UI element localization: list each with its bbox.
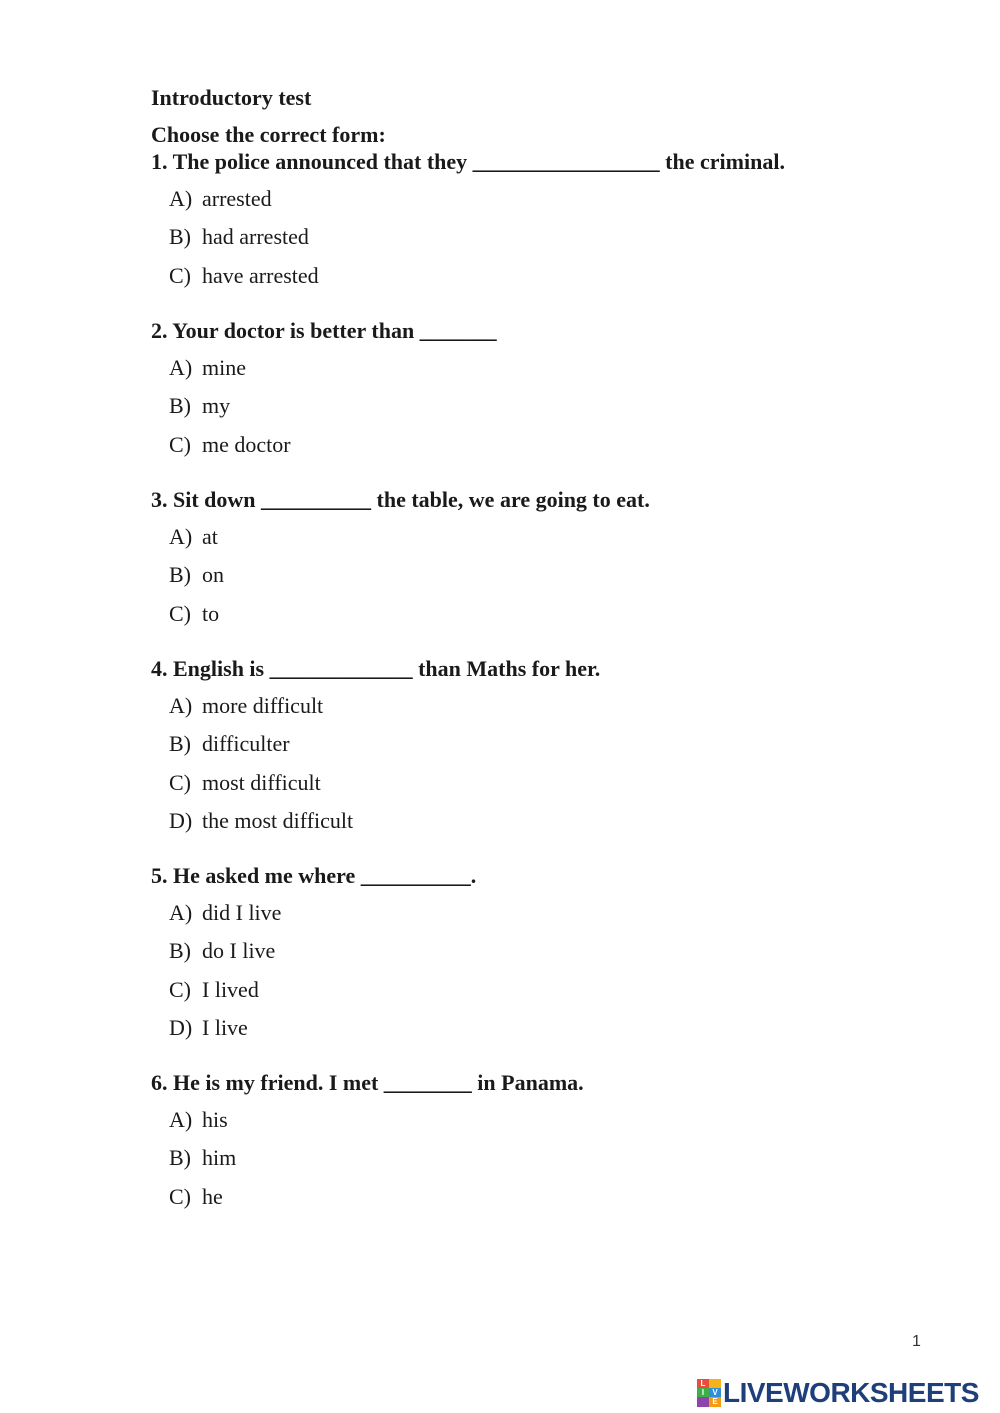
option-text: difficulter bbox=[202, 731, 290, 757]
question-text: 3. Sit down __________ the table, we are going to eat. bbox=[151, 487, 650, 512]
question-text: 1. The police announced that they _________________ the criminal. bbox=[151, 149, 785, 174]
option-text: on bbox=[202, 562, 224, 588]
option-d[interactable] bbox=[151, 807, 971, 845]
option-text: more difficult bbox=[202, 693, 324, 718]
options-list bbox=[151, 185, 971, 300]
options-list bbox=[151, 523, 971, 638]
option-letter: D) bbox=[169, 1014, 193, 1040]
option-a[interactable] bbox=[151, 354, 971, 392]
question-3 bbox=[151, 486, 971, 638]
option-letter: A) bbox=[169, 693, 193, 718]
logo-tile: I bbox=[697, 1388, 709, 1397]
option-text: his bbox=[202, 1107, 228, 1132]
logo-tile bbox=[709, 1379, 721, 1388]
question-text: 5. He asked me where __________. bbox=[151, 863, 477, 888]
question-text: 6. He is my friend. I met ________ in Panama. bbox=[151, 1070, 584, 1095]
option-text: have arrested bbox=[202, 262, 319, 288]
options-list bbox=[151, 354, 971, 469]
option-letter: B) bbox=[169, 393, 191, 419]
page-number: 1 bbox=[912, 1333, 921, 1350]
question-4 bbox=[151, 655, 971, 845]
question-5 bbox=[151, 862, 971, 1052]
option-letter: A) bbox=[169, 355, 193, 380]
logo-tile: L bbox=[697, 1379, 709, 1388]
option-b[interactable] bbox=[151, 392, 971, 430]
option-c[interactable] bbox=[151, 600, 971, 638]
question-1 bbox=[151, 148, 971, 300]
option-letter: A) bbox=[169, 524, 193, 549]
option-letter: C) bbox=[169, 262, 191, 288]
option-letter: A) bbox=[169, 900, 193, 925]
option-a[interactable] bbox=[151, 185, 971, 223]
option-a[interactable] bbox=[151, 692, 971, 730]
option-b[interactable] bbox=[151, 1144, 971, 1182]
option-letter: B) bbox=[169, 224, 191, 250]
logo-tile: E bbox=[709, 1397, 721, 1407]
option-text: had arrested bbox=[202, 224, 309, 250]
option-text: arrested bbox=[202, 186, 272, 211]
option-text: do I live bbox=[202, 938, 276, 964]
option-letter: C) bbox=[169, 600, 191, 626]
instruction-text: Choose the correct form: bbox=[151, 122, 386, 147]
option-b[interactable] bbox=[151, 561, 971, 599]
option-text: did I live bbox=[202, 900, 282, 925]
options-list bbox=[151, 1106, 971, 1221]
option-letter: B) bbox=[169, 731, 191, 757]
option-a[interactable] bbox=[151, 1106, 971, 1144]
option-letter: D) bbox=[169, 807, 193, 833]
option-letter: A) bbox=[169, 1107, 193, 1132]
logo-tile: V bbox=[709, 1388, 721, 1397]
option-letter: B) bbox=[169, 938, 191, 964]
option-letter: B) bbox=[169, 562, 191, 588]
liveworksheets-brand[interactable] bbox=[697, 1375, 979, 1411]
logo-tile bbox=[697, 1397, 709, 1407]
brand-name: LIVEWORKSHEETS bbox=[723, 1377, 979, 1408]
option-c[interactable] bbox=[151, 976, 971, 1014]
options-list bbox=[151, 692, 971, 845]
option-a[interactable] bbox=[151, 899, 971, 937]
question-2 bbox=[151, 317, 971, 469]
option-b[interactable] bbox=[151, 223, 971, 261]
option-text: most difficult bbox=[202, 769, 321, 795]
options-list bbox=[151, 899, 971, 1052]
question-6 bbox=[151, 1069, 971, 1221]
option-text: my bbox=[202, 393, 231, 419]
page-title: Introductory test bbox=[151, 85, 312, 110]
question-text: 2. Your doctor is better than _______ bbox=[151, 318, 497, 343]
option-a[interactable] bbox=[151, 523, 971, 561]
option-b[interactable] bbox=[151, 730, 971, 768]
option-text: him bbox=[202, 1145, 237, 1171]
option-text: to bbox=[202, 600, 220, 626]
option-text: mine bbox=[202, 355, 246, 380]
option-d[interactable] bbox=[151, 1014, 971, 1052]
option-text: I live bbox=[202, 1014, 248, 1040]
option-c[interactable] bbox=[151, 1183, 971, 1221]
option-c[interactable] bbox=[151, 769, 971, 807]
option-text: the most difficult bbox=[202, 807, 354, 833]
option-letter: C) bbox=[169, 976, 191, 1002]
option-letter: A) bbox=[169, 186, 193, 211]
option-c[interactable] bbox=[151, 431, 971, 469]
option-letter: B) bbox=[169, 1145, 191, 1171]
option-text: at bbox=[202, 524, 218, 549]
option-text: I lived bbox=[202, 976, 259, 1002]
option-letter: C) bbox=[169, 1183, 191, 1209]
option-letter: C) bbox=[169, 431, 191, 457]
option-text: me doctor bbox=[202, 431, 291, 457]
option-c[interactable] bbox=[151, 262, 971, 300]
option-text: he bbox=[202, 1183, 223, 1209]
liveworksheets-logo-icon bbox=[697, 1379, 721, 1407]
question-text: 4. English is _____________ than Maths for her. bbox=[151, 656, 601, 681]
option-letter: C) bbox=[169, 769, 191, 795]
option-b[interactable] bbox=[151, 937, 971, 975]
